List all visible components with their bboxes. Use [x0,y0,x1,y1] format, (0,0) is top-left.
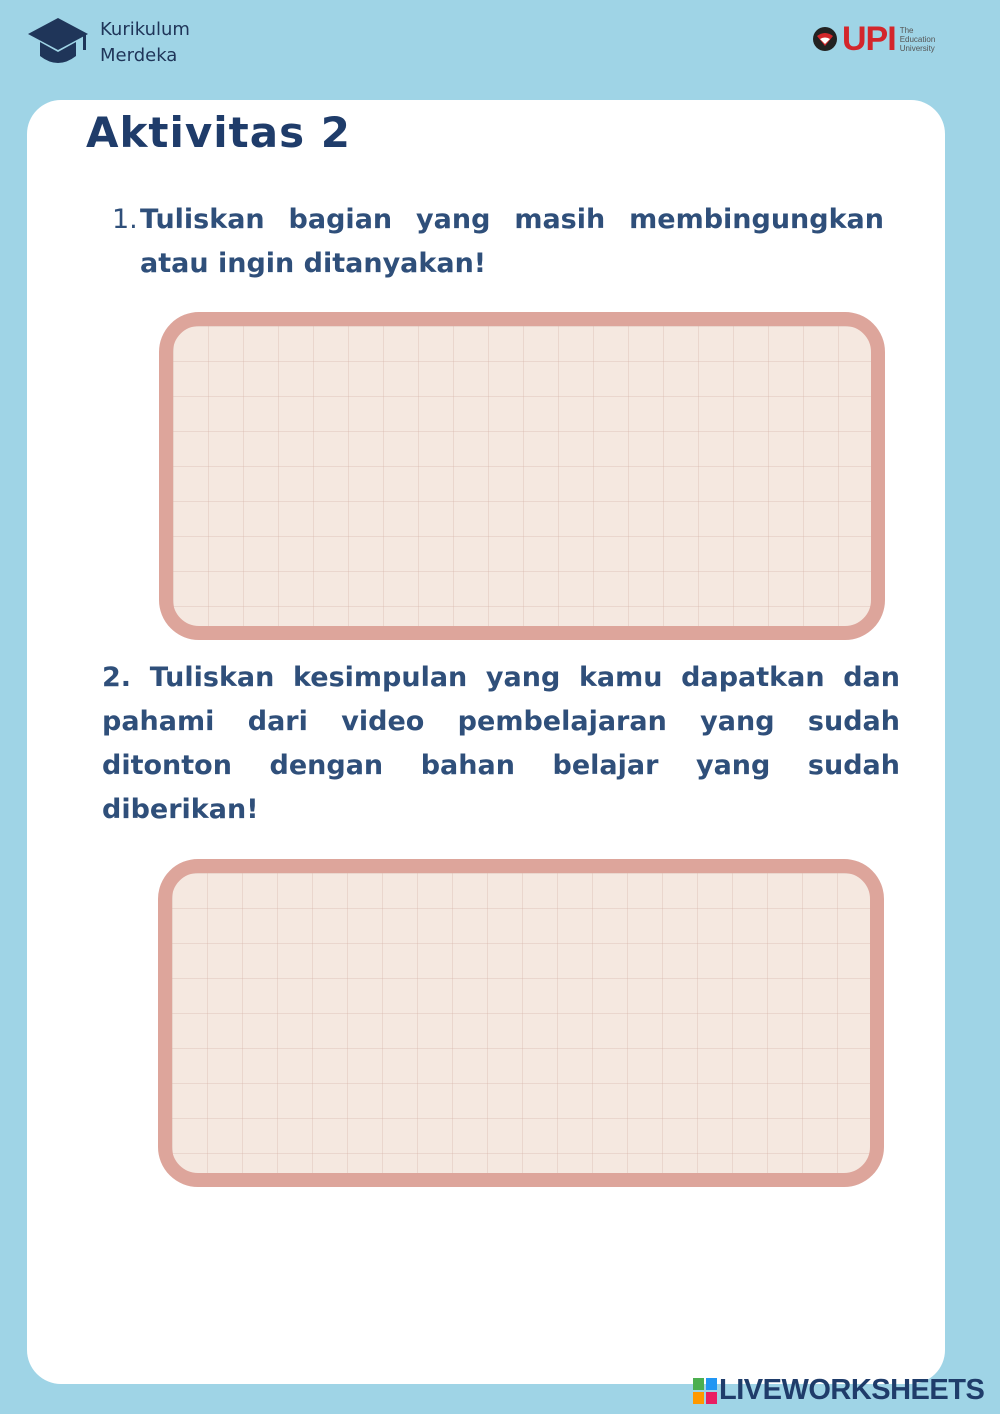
question-1-text: Tuliskan bagian yang masih membingungkan atau ingin ditanyakan! [140,204,884,279]
answer-box-1[interactable] [159,312,885,640]
upi-emblem-icon [812,26,838,52]
upi-logo-text: UPI [842,20,896,58]
upi-sub-line-3: University [899,43,935,53]
upi-sub-line-1: The [899,25,914,35]
page-title: Aktivitas 2 [86,108,351,157]
upi-logo-subtitle [900,26,936,53]
upi-logo [812,22,935,56]
header-brand [26,16,190,70]
liveworksheets-logo-icon [693,1378,717,1404]
brand-line-2: Merdeka [100,45,178,66]
liveworksheets-watermark [693,1374,984,1407]
graduation-cap-icon [26,16,90,70]
liveworksheets-text: LIVEWORKSHEETS [719,1374,985,1406]
question-1-number: 1. [112,204,138,235]
question-1 [112,198,884,286]
brand-name [100,17,190,69]
upi-sub-line-2: Education [899,34,936,44]
brand-line-1: Kurikulum [100,19,190,40]
question-2-text: 2. Tuliskan kesimpulan yang kamu dapatkan dan pahami dari video pembelajaran yang sudah ditonton dengan bahan belajar yang sudah diberikan! [102,662,900,825]
answer-box-2[interactable] [158,859,884,1187]
